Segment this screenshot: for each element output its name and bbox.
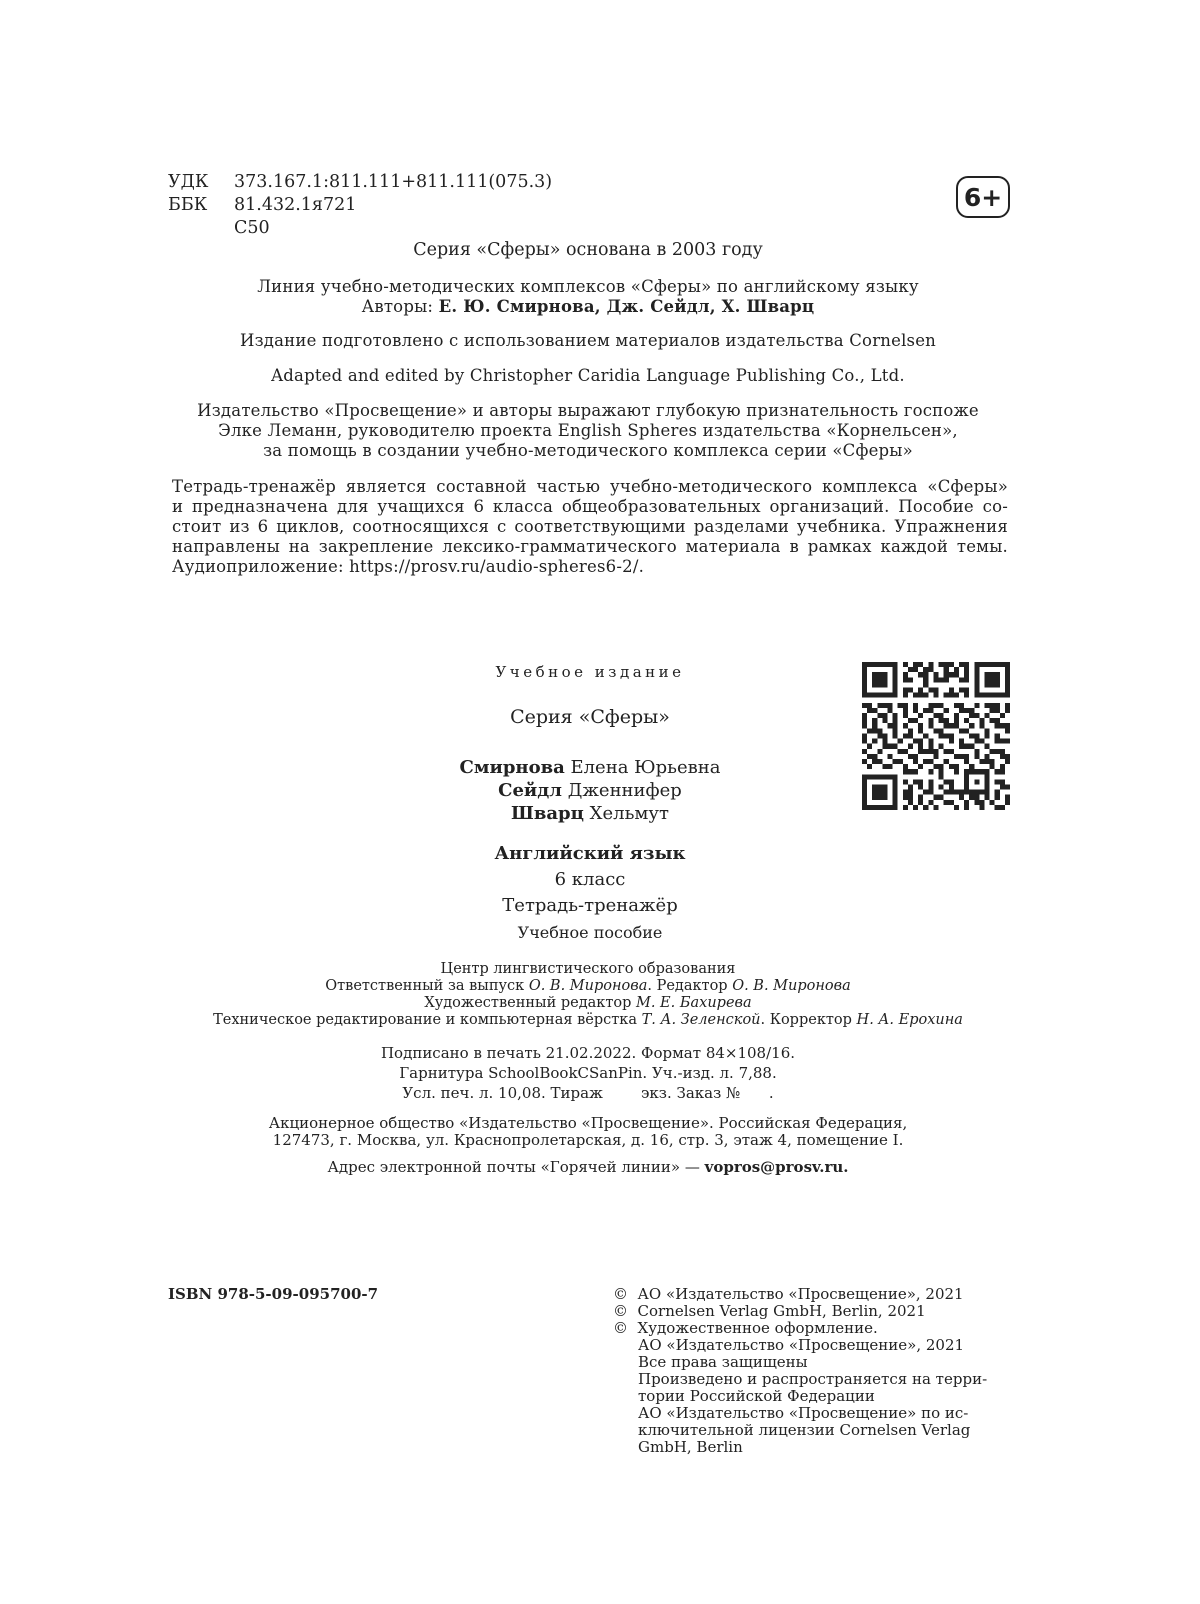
description-line: направлены на закрепление лексико-грамматического материала в рамках каждой темы. [172, 537, 1008, 556]
description-line: Аудиоприложение: https://prosv.ru/audio-spheres6-2/. [172, 557, 645, 576]
book-type: Тетрадь-тренажёр [502, 895, 678, 916]
acknowledgment-line: Издательство «Просвещение» и авторы выражают глубокую признательность госпоже [197, 401, 979, 420]
proof-label: Корректор [769, 1012, 852, 1028]
center-name: Центр лингвистического образования [440, 961, 736, 977]
acknowledgment-line: Элке Леманн, руководителю проекта English Spheres издательства «Корнельсен», [218, 421, 958, 440]
isbn: ISBN 978-5-09-095700-7 [168, 1285, 379, 1303]
art-editor-line [0, 995, 1176, 1011]
copyright-cont: тории Российской Федерации [638, 1387, 875, 1405]
editor-name: О. В. Миронова [732, 978, 851, 994]
copyright-cont: АО «Издательство «Просвещение», 2021 [638, 1336, 965, 1354]
tech-label: Техническое редактирование и компьютерная вёрстка [213, 1012, 637, 1028]
copyright-cont: ключительной лицензии Cornelsen Verlag [638, 1421, 971, 1439]
email-line [0, 1158, 1176, 1176]
resp-label: Ответственный за выпуск [325, 978, 525, 994]
imprint-author [390, 803, 790, 824]
author-name: Дженнифер [567, 780, 682, 801]
author-mark: С50 [234, 218, 270, 238]
authors-names: Е. Ю. Смирнова, Дж. Сейдл, Х. Шварц [438, 297, 815, 316]
proof-name: Н. А. Ерохина [856, 1012, 963, 1028]
copyright-cont: GmbH, Berlin [638, 1438, 743, 1456]
line-note: Линия учебно-методических комплексов «Сферы» по английскому языку [257, 277, 919, 296]
subject: Английский язык [494, 843, 686, 864]
email-address: vopros@prosv.ru. [704, 1158, 849, 1176]
imprint-author [390, 780, 790, 801]
adapted-note: Adapted and edited by Christopher Caridia Language Publishing Co., Ltd. [271, 366, 905, 385]
copyright-cont: АО «Издательство «Просвещение» по ис- [638, 1404, 969, 1422]
copyright-line: © Художественное оформление. [613, 1319, 878, 1337]
purpose: Учебное пособие [517, 923, 663, 942]
udk-value: 373.167.1:811.111+811.111(075.3) [234, 172, 553, 192]
tech-line: Техническое редактирование и компьютерная вёрстка Т. А. Зеленской. Корректор Н. А. Ерохина [213, 1012, 963, 1028]
imprint-author [390, 757, 790, 778]
author-surname: Сейдл [498, 780, 562, 801]
qr-code-icon [862, 662, 1010, 810]
copyright-line: © Cornelsen Verlag GmbH, Berlin, 2021 [613, 1302, 926, 1320]
publisher-line: 127473, г. Москва, ул. Краснопролетарская, д. 16, стр. 3, этаж 4, помещение I. [272, 1131, 904, 1149]
copyright-cont: Произведено и распространяется на терри- [638, 1370, 988, 1388]
authors-line [0, 297, 1176, 316]
author-surname: Смирнова [459, 757, 565, 778]
publisher-line: Акционерное общество «Издательство «Просвещение». Российская Федерация, [268, 1114, 908, 1132]
author-name: Елена Юрьевна [570, 757, 721, 778]
authors-prefix: Авторы: [361, 297, 434, 316]
description-line: и предназначена для учащихся 6 класса общеобразовательных организаций. Пособие со- [172, 497, 1008, 516]
print-line: Усл. печ. л. 10,08. Тираж экз. Заказ № . [402, 1084, 774, 1102]
author-name: Хельмут [589, 803, 669, 824]
email-prefix: Адрес электронной почты «Горячей линии» — [327, 1158, 700, 1176]
responsible-line: Ответственный за выпуск О. В. Миронова. Редактор О. В. Миронова [325, 978, 851, 994]
udk-label: УДК [168, 172, 209, 192]
materials-note: Издание подготовлено с использованием материалов издательства Cornelsen [239, 331, 937, 350]
series-title: Серия «Сферы» [510, 706, 670, 728]
print-line: Подписано в печать 21.02.2022. Формат 84×108/16. [380, 1044, 796, 1062]
description-line: стоит из 6 циклов, соотносящихся с соответствующими разделами учебника. Упражнения [172, 517, 1008, 536]
bbk-value: 81.432.1я721 [234, 195, 357, 215]
art-name: М. Е. Бахирева [635, 995, 752, 1011]
copyright-cont: Все права защищены [638, 1353, 808, 1371]
author-surname: Шварц [511, 803, 584, 824]
edition-type: Учебное издание [495, 663, 685, 681]
tech-name: Т. А. Зеленской [641, 1012, 761, 1028]
series-note: Серия «Сферы» основана в 2003 году [413, 240, 763, 260]
bbk-label: ББК [168, 195, 208, 215]
resp-name: О. В. Миронова [528, 978, 648, 994]
acknowledgment-line: за помощь в создании учебно-методического комплекса серии «Сферы» [263, 441, 913, 460]
editor-label: Редактор [656, 978, 728, 994]
copyright-line: © АО «Издательство «Просвещение», 2021 [613, 1285, 964, 1303]
art-label: Художественный редактор [424, 995, 632, 1011]
age-rating-badge: 6+ [956, 176, 1010, 218]
grade: 6 класс [554, 869, 626, 890]
description-line: Тетрадь-тренажёр является составной частью учебно-методического комплекса «Сферы» [172, 477, 1008, 496]
print-line: Гарнитура SchoolBookCSanPin. Уч.-изд. л. 7,88. [399, 1064, 777, 1082]
